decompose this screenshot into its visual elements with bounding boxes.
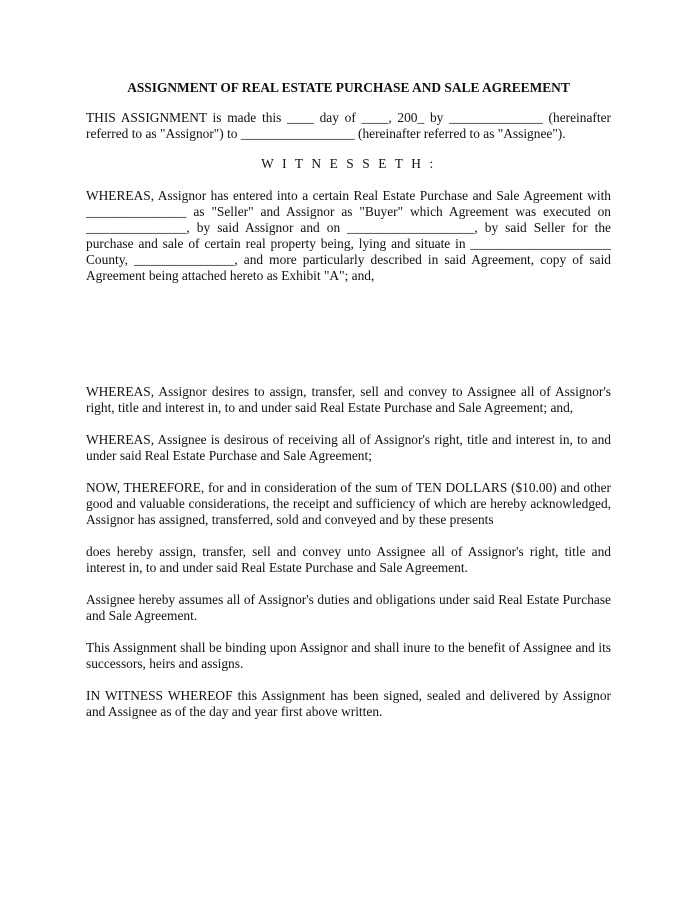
whereas-paragraph-2: WHEREAS, Assignor desires to assign, transfer, sell and convey to Assignee all of Assignor's right, title and interest in, to and under said Real Estate Purchase and Sale Agreement; and, xyxy=(86,384,611,415)
now-therefore-paragraph: NOW, THEREFORE, for and in consideration of the sum of TEN DOLLARS ($10.00) and other good and valuable considerations, the receipt and sufficiency of which are hereby acknowledged, Assignor has assigned, transferred, sold and conveyed and by these presents xyxy=(86,480,611,527)
whereas-paragraph-1: WHEREAS, Assignor has entered into a certain Real Estate Purchase and Sale Agreement with _______________ as "Seller" and Assignor as "Buyer" which Agreement was executed on _______________, by said Assignor and on ___________________, by said Seller for the purchase and sale of certain real property being, lying and situate in _____________________ County, _______________, and more particularly described in said Agreement, copy of said Agreement being attached hereto as Exhibit "A"; and, xyxy=(86,188,611,283)
document-page xyxy=(86,80,611,720)
witnesseth-heading: W I T N E S S E T H : xyxy=(261,156,436,171)
assumes-paragraph: Assignee hereby assumes all of Assignor's duties and obligations under said Real Estate Purchase and Sale Agreement. xyxy=(86,592,611,623)
intro-paragraph: THIS ASSIGNMENT is made this ____ day of ____, 200_ by ______________ (hereinafter referred to as "Assignor") to _________________ (hereinafter referred to as "Assignee"). xyxy=(86,110,611,141)
binding-paragraph: This Assignment shall be binding upon Assignor and shall inure to the benefit of Assignee and its successors, heirs and assigns. xyxy=(86,640,611,671)
whereas-paragraph-3: WHEREAS, Assignee is desirous of receiving all of Assignor's right, title and interest in, to and under said Real Estate Purchase and Sale Agreement; xyxy=(86,432,611,463)
document-title: ASSIGNMENT OF REAL ESTATE PURCHASE AND SALE AGREEMENT xyxy=(127,80,570,95)
in-witness-paragraph: IN WITNESS WHEREOF this Assignment has been signed, sealed and delivered by Assignor and Assignee as of the day and year first above written. xyxy=(86,688,611,719)
does-hereby-paragraph: does hereby assign, transfer, sell and convey unto Assignee all of Assignor's right, title and interest in, to and under said Real Estate Purchase and Sale Agreement. xyxy=(86,544,611,575)
